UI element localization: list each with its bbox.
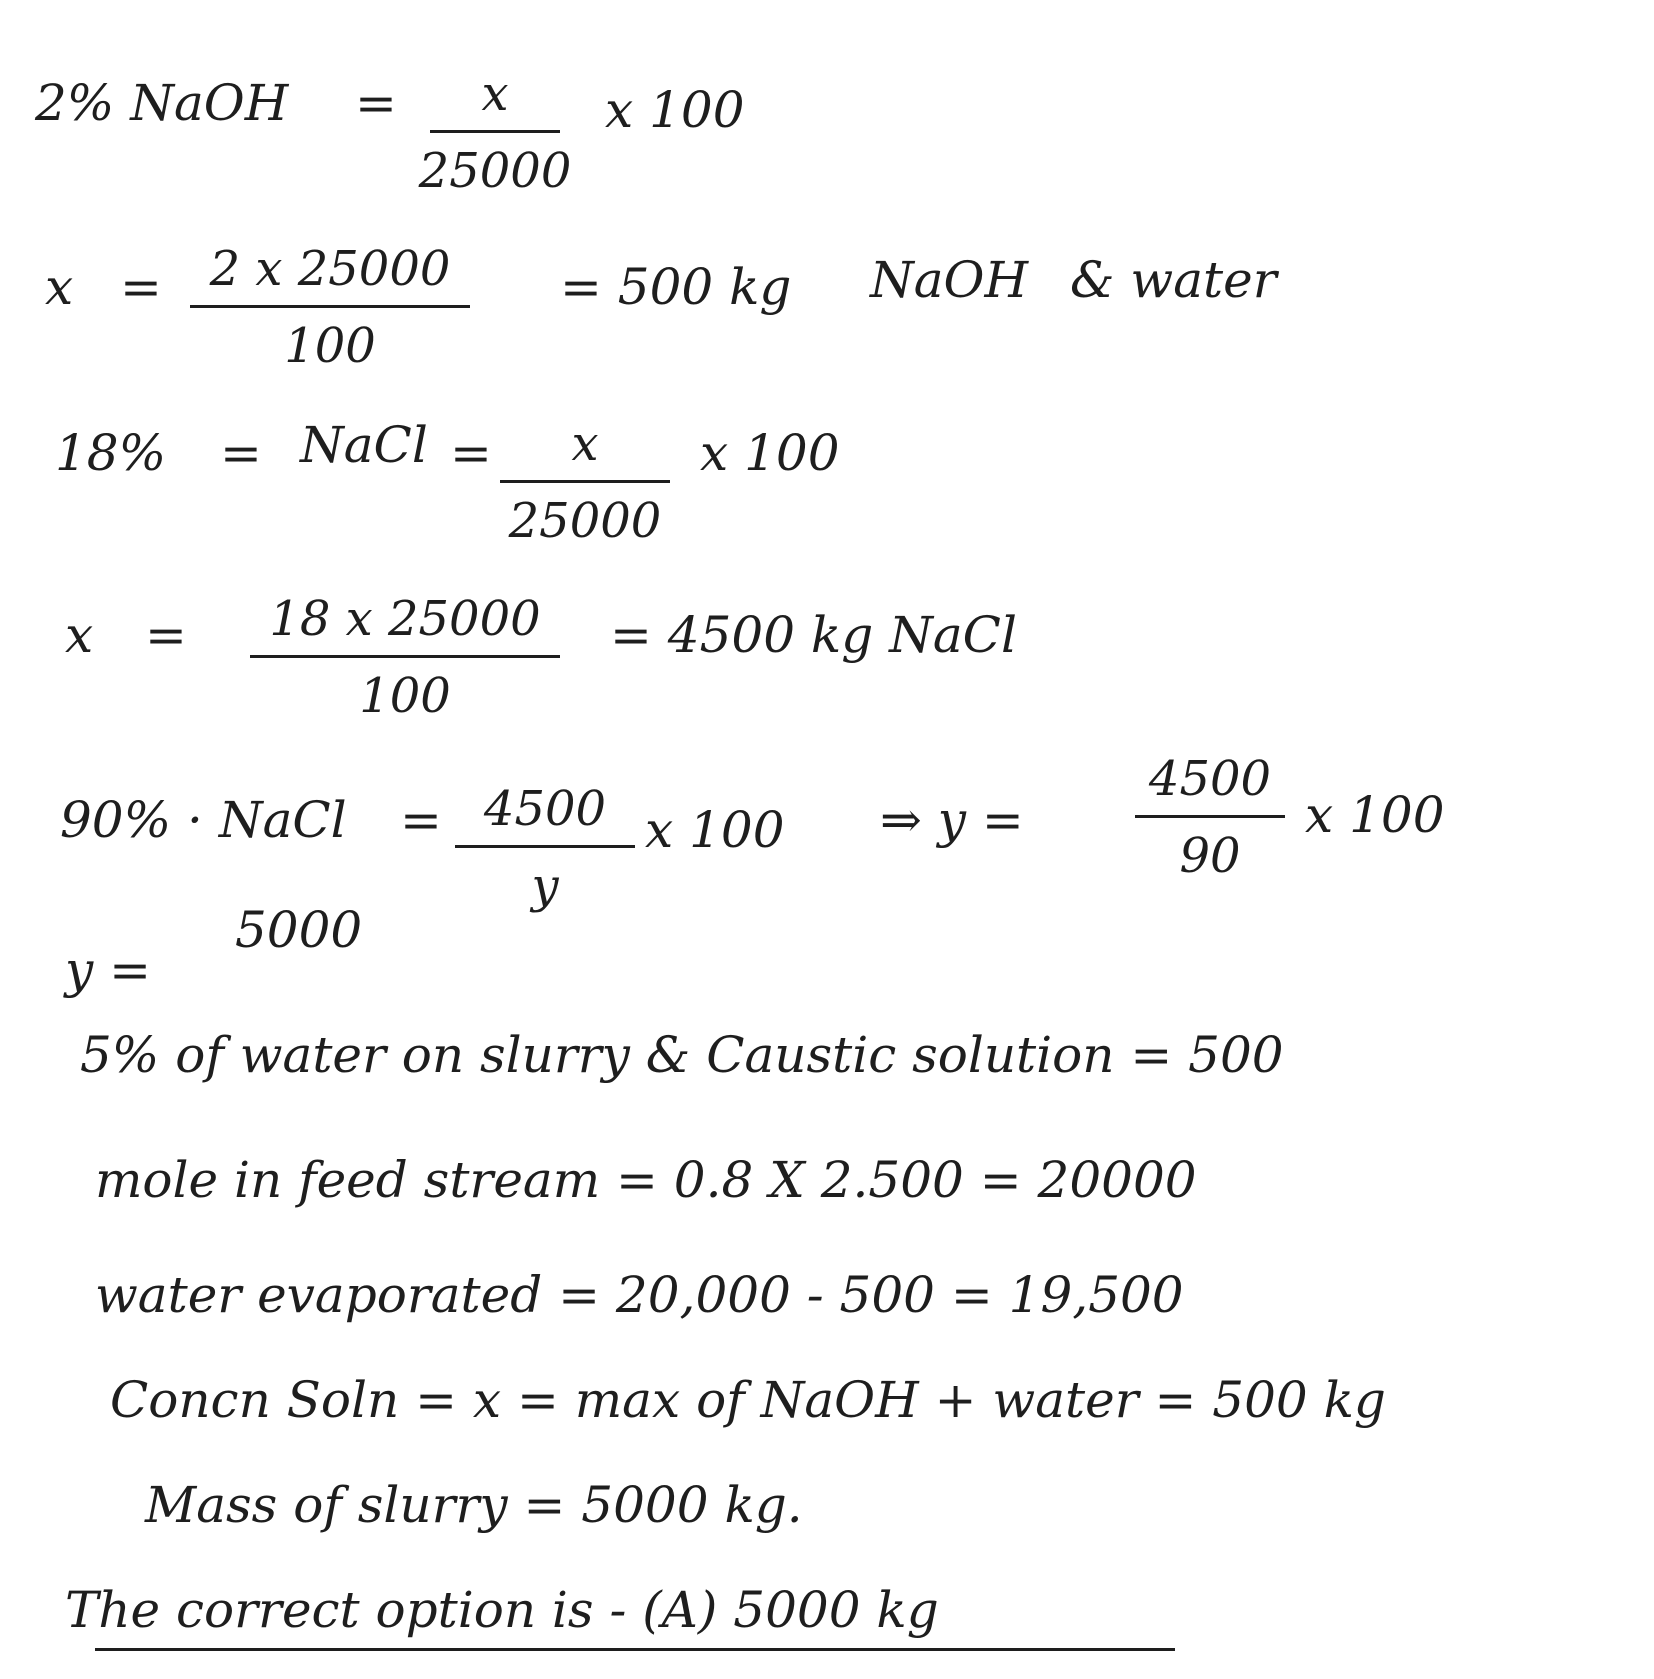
line2-label: NaOH	[870, 251, 1029, 309]
line5-lhs: 90% · NaCl	[60, 791, 347, 849]
line5-multiplier: x 100	[645, 801, 785, 859]
line4-eq: =	[145, 606, 187, 664]
line1-fraction	[418, 66, 572, 199]
line3-denominator: 25000	[508, 493, 662, 549]
line2-fraction	[190, 241, 470, 374]
line2-eq: =	[120, 258, 162, 316]
line4-numerator: 18 x 25000	[269, 591, 541, 647]
line3-eq1: =	[220, 424, 262, 482]
line1-eq: =	[355, 74, 397, 132]
line3-multiplier: x 100	[700, 424, 840, 482]
line3-lhs: 18%	[55, 424, 167, 482]
line5-numerator: 4500	[483, 781, 607, 837]
line3-fraction	[500, 416, 670, 549]
line3-name: NaCl	[300, 416, 428, 474]
fraction-bar	[430, 130, 560, 133]
line1-numerator: x	[481, 66, 509, 122]
conclusion-underline	[95, 1648, 1175, 1651]
line3-eq2: =	[450, 424, 492, 482]
line5-denominator: y	[531, 858, 559, 914]
line5-multiplier2: x 100	[1305, 786, 1445, 844]
line7: 5% of water on slurry & Caustic solution = 500	[80, 1026, 1284, 1084]
line5-denominator2: 90	[1179, 828, 1241, 884]
line5-implies: ⇒ y =	[880, 791, 1024, 849]
line2-result: = 500 kg	[560, 258, 792, 316]
line5-fraction2	[1135, 751, 1285, 884]
fraction-bar	[190, 305, 470, 308]
line8: mole in feed stream = 0.8 X 2.500 = 20000	[95, 1151, 1197, 1209]
line4-denominator: 100	[359, 668, 451, 724]
line6-value: 5000	[235, 901, 363, 959]
line10: Concn Soln = x = max of NaOH + water = 500 kg	[110, 1371, 1386, 1429]
line9: water evaporated = 20,000 - 500 = 19,500	[95, 1266, 1184, 1324]
line11: Mass of slurry = 5000 kg.	[145, 1476, 803, 1534]
fraction-bar	[455, 845, 635, 848]
line2-suffix: & water	[1070, 251, 1277, 309]
line1-denominator: 25000	[418, 143, 572, 199]
line1-lhs: 2% NaOH	[35, 74, 289, 132]
fraction-bar	[250, 655, 560, 658]
line5-numerator2: 4500	[1148, 751, 1272, 807]
line2-denominator: 100	[284, 318, 376, 374]
line4-lhs: x	[65, 606, 94, 664]
line4-fraction	[250, 591, 560, 724]
line2-numerator: 2 x 25000	[209, 241, 451, 297]
fraction-bar	[500, 480, 670, 483]
line4-result: = 4500 kg NaCl	[610, 606, 1017, 664]
line3-numerator: x	[571, 416, 599, 472]
fraction-bar	[1135, 815, 1285, 818]
line6-lhs: y =	[65, 941, 152, 999]
line1-multiplier: x 100	[605, 81, 745, 139]
line2-lhs: x	[45, 258, 74, 316]
line5-eq: =	[400, 791, 442, 849]
line5-fraction	[455, 781, 635, 914]
line12-conclusion: The correct option is - (A) 5000 kg	[65, 1581, 939, 1639]
